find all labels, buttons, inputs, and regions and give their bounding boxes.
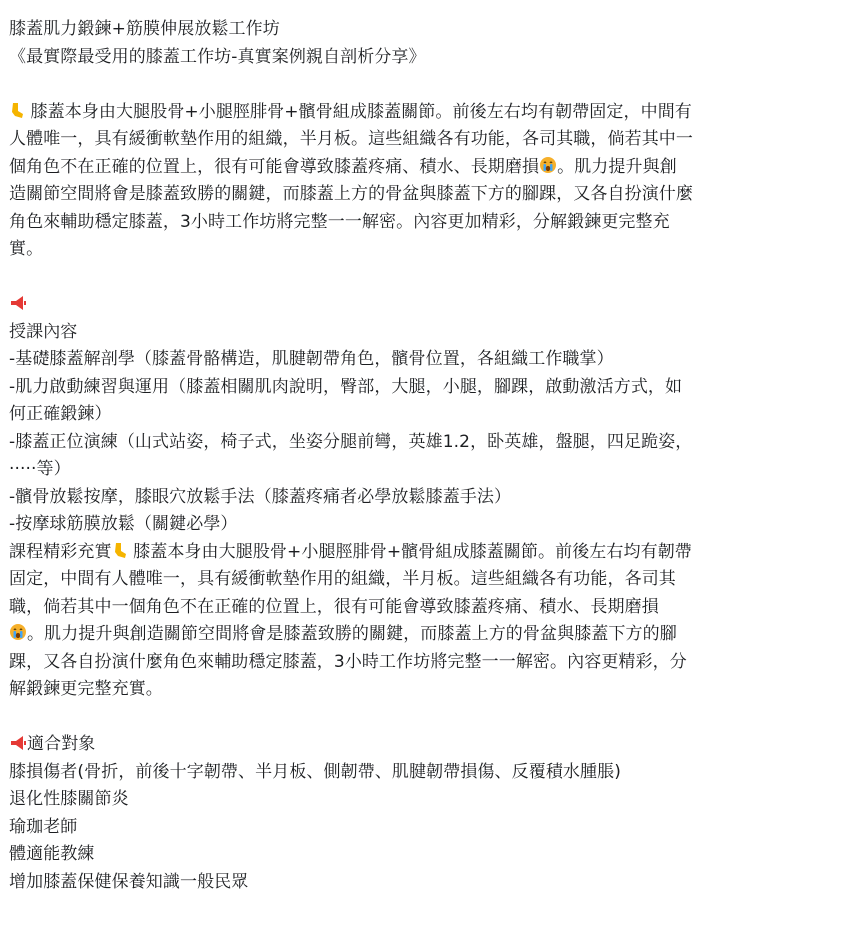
course-item: -髕骨放鬆按摩，膝眼穴放鬆手法（膝蓋疼痛者必學放鬆膝蓋手法） [9,486,512,507]
leg-emoji-icon [9,102,25,119]
course-item: -肌力啟動練習與運用（膝蓋相關肌肉說明，臀部，大腿，小腿，腳踝，啟動激活方式，如 [9,376,683,397]
megaphone-emoji-icon [9,735,27,751]
course-item: -按摩球筋膜放鬆（關鍵必學） [9,514,238,534]
leg-emoji-icon [112,542,128,559]
highlight-line-3: 職，倘若其中一個角色不在正確的位置上，很有可能會導致膝蓋疼痛、積水、長期磨損 [9,596,659,617]
intro-line-6: 實。 [9,239,44,259]
highlight-line-2: 固定，中間有人體唯一，具有緩衝軟墊作用的組織，半月板。這些組織各有功能，各司其 [9,569,676,589]
course-item: -基礎膝蓋解剖學（膝蓋骨骼構造，肌腱韌帶角色，髕骨位置，各組織工作職掌） [9,349,614,369]
intro-line-5: 角色來輔助穩定膝蓋，3小時工作坊將完整一一解密。內容更加精彩，分解鍛鍊更完整充 [9,211,670,232]
course-item: -膝蓋正位演練（山式站姿，椅子式，坐姿分腿前彎，英雄1.2，卧英雄，盤腿，四足跪姿， [9,431,693,452]
course-item: ·····等） [9,459,71,479]
audience-item: 體適能教練 [9,844,95,864]
highlight-line-6: 解鍛鍊更完整充實。 [9,679,163,699]
intro-line-2: 人體唯一，具有緩衝軟墊作用的組織，半月板。這些組織各有功能，各司其職，倘若其中一 [9,129,693,149]
paragraph-gap [9,704,829,732]
highlight-line-4: 。肌力提升與創造關節空間將會是膝蓋致勝的關鍵，而膝蓋上方的骨盆與膝蓋下方的腳 [9,621,829,649]
course-heading: 授課內容 [9,321,78,342]
highlight-line-5: 踝，又各自扮演什麼角色來輔助穩定膝蓋，3小時工作坊將完整一一解密。內容更精彩，分 [9,651,687,672]
intro-line-4: 造關節空間將會是膝蓋致勝的關鍵，而膝蓋上方的骨盆與膝蓋下方的腳踝，又各自扮演什麼 [9,184,693,204]
intro-line-3: 個角色不在正確的位置上，很有可能會導致膝蓋疼痛、積水、長期磨損 。肌力提升與創 [9,156,677,177]
crying-face-emoji-icon [539,156,557,174]
audience-heading: 適合對象 [27,734,96,754]
intro-line-1: 膝蓋本身由大腿股骨+小腿脛腓骨+髕骨組成膝蓋關節。前後左右均有韌帶固定，中間有 [9,99,829,127]
audience-item: 瑜珈老師 [9,816,78,837]
audience-heading-line [9,731,829,759]
megaphone-emoji-icon [9,295,27,311]
audience-item: 增加膝蓋保健保養知識一般民眾 [9,871,249,892]
audience-item: 退化性膝關節炎 [9,789,129,809]
post-subtitle: 《最實際最受用的膝蓋工作坊-真實案例親自剖析分享》 [9,46,426,67]
paragraph-gap [9,264,829,292]
crying-face-emoji-icon [9,623,27,641]
course-item: 何正確鍛鍊） [9,404,112,424]
highlight-line-1: 課程精彩充實 膝蓋本身由大腿股骨+小腿脛腓骨+髕骨組成膝蓋關節。前後左右均有韌帶 [9,541,692,562]
course-megaphone-line [9,291,829,319]
paragraph-gap [9,71,829,99]
post-title: 膝蓋肌力鍛鍊+筋膜伸展放鬆工作坊 [9,19,280,39]
audience-item: 膝損傷者(骨折，前後十字韌帶、半月板、側韌帶、肌腱韌帶損傷、反覆積水腫脹) [9,761,621,782]
